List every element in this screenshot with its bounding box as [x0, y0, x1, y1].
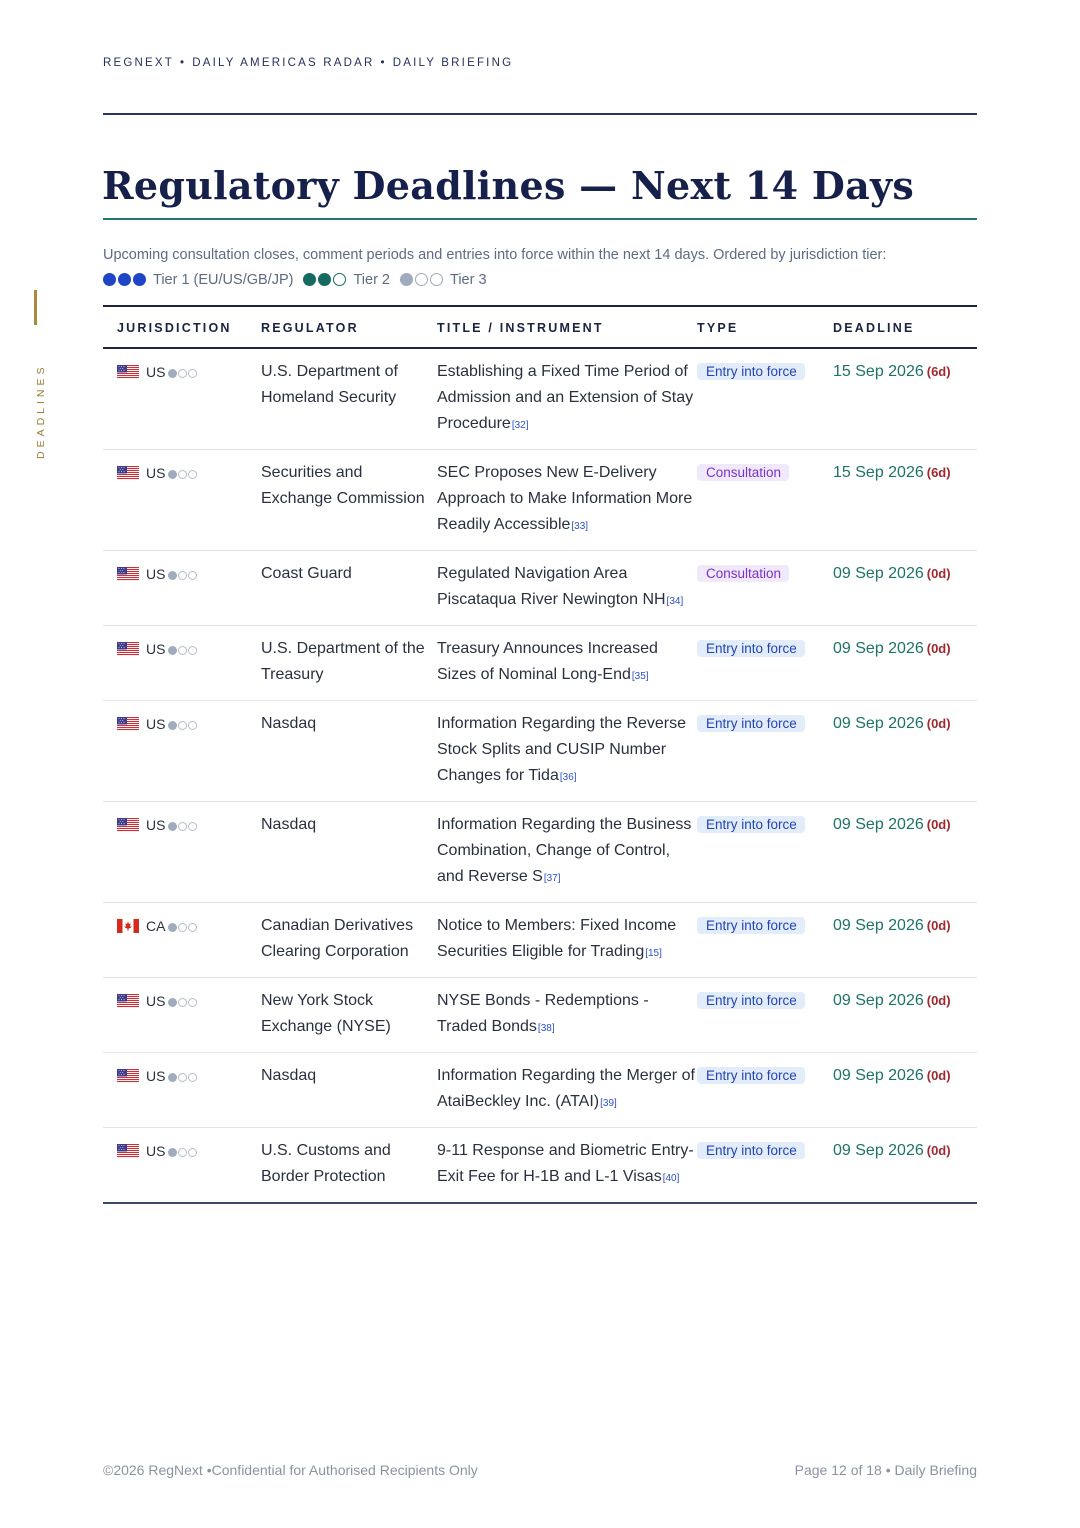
header-divider: [103, 113, 977, 115]
type-badge: Entry into force: [697, 816, 805, 833]
tier-3-dots-icon: [168, 989, 198, 1015]
jurisdiction-code: US: [146, 817, 166, 833]
footer-doc-name: Daily Briefing: [894, 1462, 977, 1478]
jurisdiction-cell: [103, 348, 261, 450]
instrument-title: NYSE Bonds - Redemptions - Traded Bonds: [437, 992, 649, 1035]
instrument-title: Information Regarding the Reverse Stock Splits and CUSIP Number Changes for Tida: [437, 715, 687, 784]
title-cell: [437, 802, 697, 903]
jurisdiction-cell: [103, 701, 261, 802]
regulator-cell: U.S. Department of the Treasury: [261, 626, 437, 701]
flag-us-icon: [117, 1068, 146, 1084]
reference-link[interactable]: [15]: [645, 948, 662, 959]
type-badge: Entry into force: [697, 715, 805, 732]
deadline-cell: [833, 978, 977, 1053]
regulator-cell: Nasdaq: [261, 802, 437, 903]
table-row: [103, 1053, 977, 1128]
type-cell: [697, 903, 833, 978]
reference-link[interactable]: [39]: [600, 1098, 617, 1109]
type-cell: [697, 348, 833, 450]
title-cell: [437, 626, 697, 701]
instrument-title: 9-11 Response and Biometric Entry-Exit Fee for H-1B and L-1 Visas: [437, 1142, 694, 1185]
flag-us-icon: [117, 641, 146, 657]
type-cell: [697, 626, 833, 701]
deadline-cell: [833, 450, 977, 551]
type-badge: Entry into force: [697, 640, 805, 657]
tier-3-dots-icon: [168, 813, 198, 839]
tier-3-dots-icon: [168, 1139, 198, 1165]
deadline-date: 09 Sep 2026: [833, 816, 924, 833]
title-cell: [437, 551, 697, 626]
reference-link[interactable]: [38]: [537, 1023, 555, 1034]
jurisdiction-code: US: [146, 465, 166, 481]
jurisdiction-code: US: [146, 641, 166, 657]
type-badge: Consultation: [697, 464, 789, 481]
deadline-cell: [833, 348, 977, 450]
deadlines-table: [103, 305, 977, 1204]
jurisdiction-code: US: [146, 1143, 166, 1159]
jurisdiction-code: US: [146, 566, 166, 582]
table-row: [103, 450, 977, 551]
regulator-cell: Coast Guard: [261, 551, 437, 626]
tier-3-dots-icon: [168, 637, 198, 663]
type-cell: [697, 701, 833, 802]
document-header: [103, 57, 513, 69]
deadline-date: 09 Sep 2026: [833, 640, 924, 657]
regulator-cell: Canadian Derivatives Clearing Corporation: [261, 903, 437, 978]
tier-3-dots-icon: [168, 1064, 198, 1090]
jurisdiction-cell: [103, 450, 261, 551]
days-remaining: (6d): [926, 364, 951, 379]
table-row: [103, 802, 977, 903]
table-row: [103, 626, 977, 701]
tier-dots-icon: [400, 270, 445, 295]
days-remaining: (0d): [926, 1068, 951, 1083]
legend-label: Tier 3: [450, 272, 487, 288]
regulator-cell: U.S. Customs and Border Protection: [261, 1128, 437, 1204]
column-header: TYPE: [697, 306, 833, 348]
title-divider: [103, 218, 977, 220]
type-badge: Consultation: [697, 565, 789, 582]
type-cell: [697, 551, 833, 626]
footer-copyright: ©2026 RegNext: [103, 1462, 203, 1478]
deadline-date: 09 Sep 2026: [833, 917, 924, 934]
title-cell: [437, 348, 697, 450]
table-row: [103, 1128, 977, 1204]
days-remaining: (6d): [926, 465, 951, 480]
column-header: REGULATOR: [261, 306, 437, 348]
tier-3-dots-icon: [168, 914, 198, 940]
footer-separator: •: [206, 1462, 212, 1478]
footer-right: [795, 1462, 977, 1478]
type-cell: [697, 450, 833, 551]
type-cell: [697, 1128, 833, 1204]
reference-link[interactable]: [36]: [559, 772, 577, 783]
flag-us-icon: [117, 465, 146, 481]
tier-3-dots-icon: [168, 562, 198, 588]
table-header-row: [103, 306, 977, 348]
regulator-cell: Nasdaq: [261, 1053, 437, 1128]
reference-link[interactable]: [32]: [511, 420, 529, 431]
footer-left: [103, 1462, 478, 1478]
column-header: DEADLINE: [833, 306, 977, 348]
deadline-cell: [833, 626, 977, 701]
deadline-cell: [833, 802, 977, 903]
side-accent-bar: [34, 290, 37, 325]
reference-link[interactable]: [33]: [571, 521, 589, 532]
type-cell: [697, 978, 833, 1053]
header-brand: REGNEXT: [103, 57, 174, 69]
tier-dots-icon: [103, 270, 148, 295]
deadline-cell: [833, 1053, 977, 1128]
flag-ca-icon: [117, 918, 146, 934]
table-row: [103, 701, 977, 802]
type-cell: [697, 802, 833, 903]
column-header: TITLE / INSTRUMENT: [437, 306, 697, 348]
reference-link[interactable]: [34]: [666, 596, 684, 607]
title-cell: [437, 1053, 697, 1128]
type-badge: Entry into force: [697, 1142, 805, 1159]
jurisdiction-cell: [103, 626, 261, 701]
jurisdiction-code: US: [146, 716, 166, 732]
days-remaining: (0d): [926, 716, 951, 731]
type-badge: Entry into force: [697, 992, 805, 1009]
type-cell: [697, 1053, 833, 1128]
type-badge: Entry into force: [697, 917, 805, 934]
instrument-title: SEC Proposes New E-Delivery Approach to Make Information More Readily Accessible: [437, 464, 693, 533]
jurisdiction-cell: [103, 1053, 261, 1128]
table-body: [103, 348, 977, 1203]
flag-us-icon: [117, 993, 146, 1009]
tier-dots-icon: [303, 270, 348, 295]
instrument-title: Information Regarding the Business Combination, Change of Control, and Reverse S: [437, 816, 692, 885]
column-header: JURISDICTION: [103, 306, 261, 348]
days-remaining: (0d): [926, 641, 951, 656]
deadline-cell: [833, 551, 977, 626]
reference-link[interactable]: [37]: [543, 873, 561, 884]
footer-notice: Confidential for Authorised Recipients Only: [211, 1462, 478, 1478]
flag-us-icon: [117, 716, 146, 732]
title-cell: [437, 1128, 697, 1204]
title-cell: [437, 903, 697, 978]
deadline-date: 09 Sep 2026: [833, 715, 924, 732]
jurisdiction-code: US: [146, 1068, 166, 1084]
instrument-title: Notice to Members: Fixed Income Securities Eligible for Trading: [437, 917, 677, 960]
flag-us-icon: [117, 817, 146, 833]
deadline-date: 09 Sep 2026: [833, 1142, 924, 1159]
deadline-date: 09 Sep 2026: [833, 992, 924, 1009]
days-remaining: (0d): [926, 817, 951, 832]
jurisdiction-cell: [103, 802, 261, 903]
footer-separator: •: [885, 1462, 891, 1478]
deadline-date: 15 Sep 2026: [833, 363, 924, 380]
days-remaining: (0d): [926, 1143, 951, 1158]
header-section: DAILY AMERICAS RADAR: [192, 57, 375, 69]
regulator-cell: U.S. Department of Homeland Security: [261, 348, 437, 450]
type-badge: Entry into force: [697, 363, 805, 380]
side-section-label: DEADLINES: [35, 363, 47, 459]
intro-text: Upcoming consultation closes, comment periods and entries into force within the next 14 days. Ordered by jurisdiction tier:: [103, 247, 887, 263]
title-cell: [437, 701, 697, 802]
instrument-title: Regulated Navigation Area Piscataqua River Newington NH: [437, 565, 666, 608]
jurisdiction-cell: [103, 903, 261, 978]
jurisdiction-code: US: [146, 364, 166, 380]
jurisdiction-code: CA: [146, 918, 166, 934]
tier-3-dots-icon: [168, 360, 198, 386]
tier-legend: [103, 268, 983, 295]
legend-label: Tier 1 (EU/US/GB/JP): [153, 272, 294, 288]
intro-paragraph: [103, 243, 983, 295]
flag-us-icon: [117, 566, 146, 582]
jurisdiction-cell: [103, 978, 261, 1053]
regulator-cell: New York Stock Exchange (NYSE): [261, 978, 437, 1053]
reference-link[interactable]: [40]: [662, 1173, 680, 1184]
table-row: [103, 978, 977, 1053]
days-remaining: (0d): [926, 566, 951, 581]
title-cell: [437, 450, 697, 551]
header-doc: DAILY BRIEFING: [392, 57, 514, 69]
deadline-date: 15 Sep 2026: [833, 464, 924, 481]
header-separator: •: [180, 57, 187, 69]
page-title: Regulatory Deadlines — Next 14 Days: [102, 163, 915, 208]
days-remaining: (0d): [926, 918, 951, 933]
tier-3-dots-icon: [168, 712, 198, 738]
jurisdiction-code: US: [146, 993, 166, 1009]
deadline-date: 09 Sep 2026: [833, 1067, 924, 1084]
deadline-date: 09 Sep 2026: [833, 565, 924, 582]
type-badge: Entry into force: [697, 1067, 805, 1084]
table-row: [103, 903, 977, 978]
legend-label: Tier 2: [353, 272, 390, 288]
tier-3-dots-icon: [168, 461, 198, 487]
header-separator: •: [380, 57, 387, 69]
title-cell: [437, 978, 697, 1053]
table-row: [103, 348, 977, 450]
deadline-cell: [833, 903, 977, 978]
jurisdiction-cell: [103, 1128, 261, 1204]
instrument-title: Information Regarding the Merger of AtaiBeckley Inc. (ATAI): [437, 1067, 695, 1110]
deadline-cell: [833, 1128, 977, 1204]
jurisdiction-cell: [103, 551, 261, 626]
regulator-cell: Nasdaq: [261, 701, 437, 802]
flag-us-icon: [117, 1143, 146, 1159]
legend-item-tier-2: [303, 272, 390, 288]
instrument-title: Establishing a Fixed Time Period of Admission and an Extension of Stay Procedure: [437, 363, 694, 432]
deadline-cell: [833, 701, 977, 802]
regulator-cell: Securities and Exchange Commission: [261, 450, 437, 551]
table-row: [103, 551, 977, 626]
reference-link[interactable]: [35]: [631, 671, 649, 682]
legend-item-tier-1: [103, 272, 293, 288]
legend-item-tier-3: [400, 272, 487, 288]
days-remaining: (0d): [926, 993, 951, 1008]
footer-page-number: Page 12 of 18: [794, 1462, 882, 1478]
instrument-title: Treasury Announces Increased Sizes of Nominal Long-End: [437, 640, 658, 683]
flag-us-icon: [117, 364, 146, 380]
